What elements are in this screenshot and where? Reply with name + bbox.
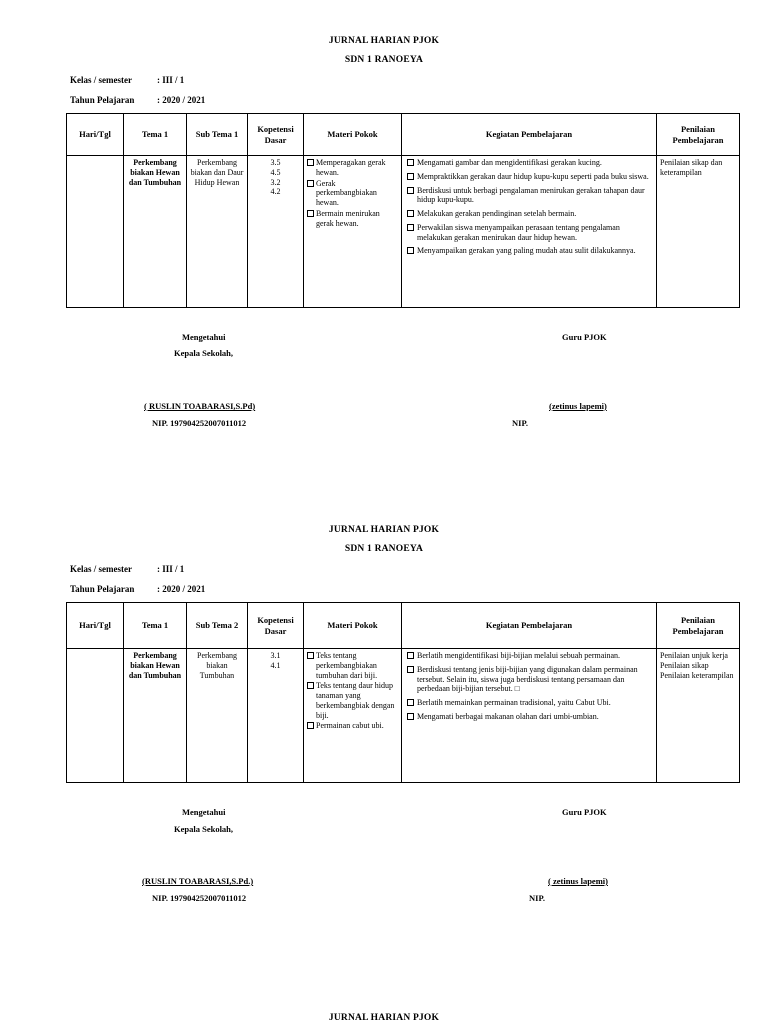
list-item <box>307 651 398 680</box>
journal-table <box>66 602 740 783</box>
tahun-value: : 2020 / 2021 <box>157 584 206 594</box>
kepala-sekolah-label: Kepala Sekolah, <box>174 348 234 358</box>
kegiatan-text: Mempraktikkan gerakan daur hidup kupu-kupu seperti pada buku siswa. <box>417 171 649 181</box>
kd-item: 4.2 <box>270 187 281 197</box>
kepala-signature-name: ( RUSLIN TOABARASI,S.Pd) <box>144 401 256 411</box>
checkbox-icon <box>407 159 414 166</box>
kepala-nip: NIP. 197904252007011012 <box>152 418 247 428</box>
materi-text: Permainan cabut ubi. <box>316 721 384 731</box>
header-kd: Kopetensi Dasar <box>248 603 304 649</box>
materi-text: Gerak perkembangbiakan hewan. <box>316 178 377 207</box>
kegiatan-text: Berdiskusi tentang jenis biji-bijian yang digunakan dalam permainan tersebut. Selain itu, siswa juga berdiskusi tentang persamaan dan perbedaan biji-bijian tersebut. □ <box>417 664 638 694</box>
table-header-row <box>67 114 740 156</box>
guru-label: Guru PJOK <box>562 807 607 817</box>
cell-tema: Perkembang biakan Hewan dan Tumbuhan <box>124 156 187 308</box>
header-tema: Tema 1 <box>124 114 187 156</box>
guru-nip: NIP. <box>529 893 545 903</box>
kegiatan-text: Mengamati gambar dan mengidentifikasi gerakan kucing. <box>417 158 602 167</box>
cell-penilaian <box>657 156 740 308</box>
checkbox-icon <box>307 722 314 729</box>
guru-signature-name: ( zetinus lapemi) <box>548 876 608 886</box>
kd-item: 3.1 <box>270 651 281 660</box>
guru-signature-name: (zetinus lapemi) <box>549 401 607 411</box>
kegiatan-text: Berlatih mengidentifikasi biji-bijian melalui sebuah permainan. <box>417 651 621 660</box>
checkbox-icon <box>407 666 414 673</box>
tahun-label: Tahun Pelajaran <box>70 584 135 594</box>
header-subtema: Sub Tema 2 <box>187 603 248 649</box>
kepala-sekolah-label: Kepala Sekolah, <box>174 824 234 834</box>
materi-text: Memperagakan gerak hewan. <box>316 158 386 177</box>
cell-tema: Perkembang biakan Hewan dan Tumbuhan <box>124 649 187 783</box>
list-item <box>307 158 398 178</box>
kelas-label: Kelas / semester <box>70 564 132 574</box>
cell-kegiatan <box>402 156 657 308</box>
kepala-signature-name: (RUSLIN TOABARASI,S.Pd.) <box>142 876 254 886</box>
cell-hari <box>67 649 124 783</box>
penilaian-item: Penilaian keterampilan <box>660 670 734 680</box>
list-item <box>405 651 653 661</box>
list-item <box>405 712 653 722</box>
checkbox-icon <box>307 682 314 689</box>
checkbox-icon <box>307 652 314 659</box>
checkbox-icon <box>407 187 414 194</box>
list-item <box>307 209 398 229</box>
list-item <box>307 681 398 720</box>
kd-item: 4.1 <box>270 660 281 670</box>
checkbox-icon <box>407 713 414 720</box>
cell-materi <box>304 156 402 308</box>
header-kd: Kopetensi Dasar <box>248 114 304 156</box>
cell-kd <box>248 649 304 783</box>
cell-hari <box>67 156 124 308</box>
list-item <box>405 246 653 256</box>
list-item <box>405 209 653 219</box>
penilaian-item: Penilaian unjuk kerja <box>660 651 728 660</box>
penilaian-item: Penilaian sikap dan keterampilan <box>660 158 723 177</box>
kegiatan-text: Mengamati berbagai makanan olahan dari umbi-umbian. <box>417 711 599 721</box>
header-materi: Materi Pokok <box>304 114 402 156</box>
header-kegiatan: Kegiatan Pembelajaran <box>402 114 657 156</box>
school-name: SDN 1 RANOEYA <box>344 55 424 65</box>
header-materi: Materi Pokok <box>304 603 402 649</box>
header-subtema: Sub Tema 1 <box>187 114 248 156</box>
kelas-label: Kelas / semester <box>70 75 132 85</box>
checkbox-icon <box>307 180 314 187</box>
cell-materi <box>304 649 402 783</box>
checkbox-icon <box>407 699 414 706</box>
guru-nip: NIP. <box>512 418 528 428</box>
checkbox-icon <box>407 247 414 254</box>
list-item <box>405 665 653 694</box>
table-header-row <box>67 603 740 649</box>
checkbox-icon <box>307 210 314 217</box>
mengetahui-label: Mengetahui <box>182 332 226 342</box>
journal-title: JURNAL HARIAN PJOK <box>328 525 440 535</box>
materi-text: Teks tentang perkembangbiakan tumbuhan dari biji. <box>316 651 378 680</box>
kegiatan-text: Berdiskusi untuk berbagi pengalaman menirukan gerakan tahapan daur hidup kupu-kupu. <box>417 185 645 205</box>
journal-table <box>66 113 740 308</box>
list-item <box>307 179 398 208</box>
kegiatan-text: Berlatih memainkan permainan tradisional, yaitu Cabut Ubi. <box>417 698 611 707</box>
kegiatan-text: Perwakilan siswa menyampaikan perasaan tentang pengalaman melakukan gerakan menirukan daur hidup hewan. <box>417 222 620 242</box>
checkbox-icon <box>307 159 314 166</box>
table-row <box>67 156 740 308</box>
tahun-value: : 2020 / 2021 <box>157 95 206 105</box>
header-kegiatan: Kegiatan Pembelajaran <box>402 603 657 649</box>
header-hari: Hari/Tgl <box>67 114 124 156</box>
cell-kd <box>248 156 304 308</box>
journal-title: JURNAL HARIAN PJOK <box>328 36 440 46</box>
materi-text: Teks tentang daur hidup tanaman yang berkembangbiak dengan biji. <box>316 681 395 720</box>
checkbox-icon <box>407 210 414 217</box>
checkbox-icon <box>407 173 414 180</box>
kegiatan-text: Menyampaikan gerakan yang paling mudah atau sulit dilakukannya. <box>417 246 636 256</box>
kelas-value: : III / 1 <box>157 564 185 574</box>
kelas-value: : III / 1 <box>157 75 185 85</box>
list-item <box>405 186 653 206</box>
header-penilaian: Penilaian Pembelajaran <box>657 114 740 156</box>
kepala-nip: NIP. 197904252007011012 <box>152 893 247 903</box>
school-name: SDN 1 RANOEYA <box>344 544 424 554</box>
list-item <box>405 172 653 182</box>
cell-kegiatan <box>402 649 657 783</box>
next-journal-title: JURNAL HARIAN PJOK <box>328 1013 440 1023</box>
kd-item: 3.2 <box>270 177 281 187</box>
header-tema: Tema 1 <box>124 603 187 649</box>
checkbox-icon <box>407 652 414 659</box>
header-hari: Hari/Tgl <box>67 603 124 649</box>
guru-label: Guru PJOK <box>562 332 607 342</box>
cell-subtema: Perkembang biakan Tumbuhan <box>187 649 248 783</box>
kd-item: 4.5 <box>270 167 281 177</box>
penilaian-item: Penilaian sikap <box>660 660 709 670</box>
mengetahui-label: Mengetahui <box>182 807 226 817</box>
kd-item: 3.5 <box>270 158 281 167</box>
checkbox-icon <box>407 224 414 231</box>
list-item <box>405 223 653 243</box>
cell-subtema: Perkembang biakan dan Daur Hidup Hewan <box>187 156 248 308</box>
list-item <box>307 721 398 731</box>
header-penilaian: Penilaian Pembelajaran <box>657 603 740 649</box>
table-row <box>67 649 740 783</box>
kegiatan-text: Melakukan gerakan pendinginan setelah bermain. <box>417 209 577 218</box>
tahun-label: Tahun Pelajaran <box>70 95 135 105</box>
materi-text: Bermain menirukan gerak hewan. <box>316 208 380 228</box>
list-item <box>405 158 653 168</box>
cell-penilaian <box>657 649 740 783</box>
list-item <box>405 698 653 708</box>
